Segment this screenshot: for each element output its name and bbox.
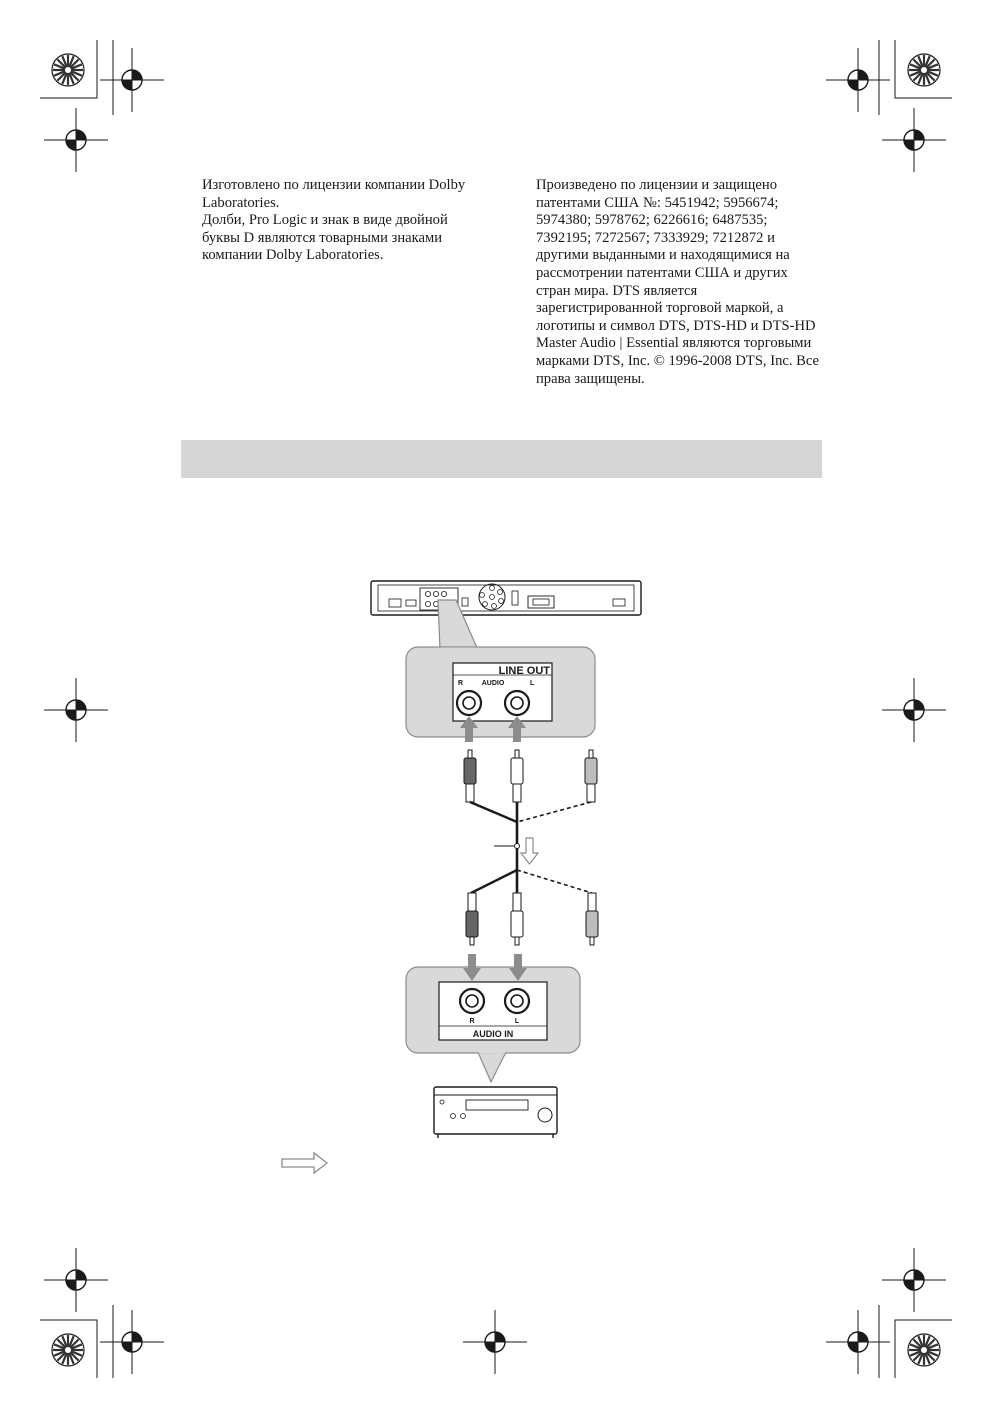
audio-in-callout [406,954,580,1082]
line-out-l-label: L [530,680,535,687]
audio-in-r-label: R [469,1018,475,1025]
dts-license-paragraph: Произведено по лицензии и защищено патентами США №: 5451942; 5956674; 5974380; 5978762; 6226616; 6487535; 7392195; 7272567; 7333929; 7212872 и другими выданными и находящимися на рассмотрении патентами США и других стран мира. DTS является зарегистрированной торговой маркой, а логотипы и символ DTS, DTS-HD и DTS-HD Master Audio | Essential являются торговыми марками DTS, Inc. © 1996-2008 DTS, Inc. Все права защищены. [536,177,820,387]
signal-flow-arrow-icon [521,838,538,864]
cable-plugs-bottom [466,893,598,945]
dolby-license-line: Изготовлено по лицензии компании Dolby Laboratories. [202,177,466,211]
line-out-audio-label: AUDIO [481,680,505,687]
audio-in-label: AUDIO IN [472,1029,514,1039]
player-rear-panel-icon [371,581,641,615]
signal-flow-legend-icon [282,1153,327,1173]
cable-plugs-top [464,750,597,802]
line-out-callout [406,600,595,742]
audio-in-l-label: L [514,1018,520,1025]
line-out-label: LINE OUT [498,665,550,677]
av-receiver-icon [434,1087,557,1138]
dolby-trademark-line: Долби, Pro Logic и знак в виде двойной буквы D являются товарными знаками компании Dolby Laboratories. [202,212,448,264]
line-out-r-label: R [458,680,464,687]
